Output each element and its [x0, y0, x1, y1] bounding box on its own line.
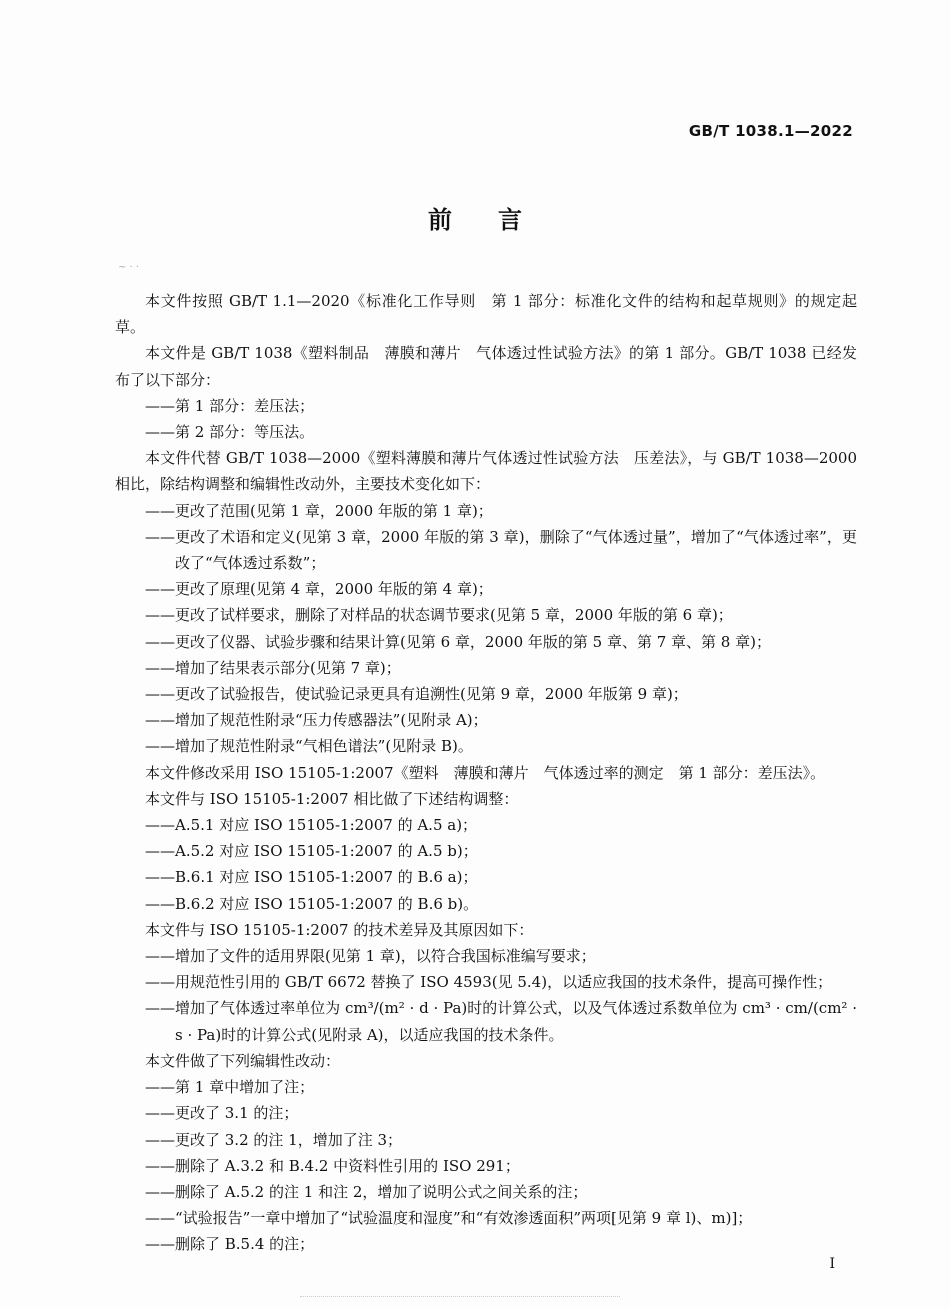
list-item: ——A.5.1 对应 ISO 15105-1:2007 的 A.5 a)；	[145, 816, 478, 835]
standard-number: GB/T 1038.1—2022	[688, 122, 853, 140]
list-item: ——增加了规范性附录“气相色谱法”(见附录 B)。	[145, 737, 473, 756]
list-item: ——A.5.2 对应 ISO 15105-1:2007 的 A.5 b)；	[145, 842, 478, 861]
paragraph: 本文件与 ISO 15105-1:2007 相比做了下述结构调整：	[145, 789, 519, 808]
list-item: ——增加了气体透过率单位为 cm³/(m² · d · Pa)时的计算公式，以及气体透过系数单位为 cm³ · cm/(cm² · s · Pa)时的计算公式(见附录 A)，以适应我国的技术条件。	[145, 999, 857, 1044]
list-item: ——B.6.2 对应 ISO 15105-1:2007 的 B.6 b)。	[145, 894, 479, 913]
list-item: ——更改了仪器、试验步骤和结果计算(见第 6 章，2000 年版的第 5 章、第 7 章、第 8 章)；	[145, 632, 771, 651]
paragraph: 本文件按照 GB/T 1.1—2020《标准化工作导则 第 1 部分：标准化文件的结构和起草规则》的规定起草。	[115, 292, 857, 337]
list-item: ——用规范性引用的 GB/T 6672 替换了 ISO 4593(见 5.4)，以适应我国的技术条件，提高可操作性；	[145, 973, 833, 992]
list-item: ——更改了 3.2 的注 1，增加了注 3；	[145, 1130, 403, 1149]
list-item: ——删除了 A.5.2 的注 1 和注 2，增加了说明公式之间关系的注；	[145, 1182, 588, 1201]
list-item: ——B.6.1 对应 ISO 15105-1:2007 的 B.6 a)；	[145, 868, 478, 887]
page-title: 前言	[428, 206, 568, 234]
scan-edge	[300, 1296, 620, 1303]
list-item: ——第 1 章中增加了注；	[145, 1078, 315, 1097]
list-item: ——“试验报告”一章中增加了“试验温度和湿度”和“有效渗透面积”两项[见第 9 章 l)、m)]；	[145, 1209, 753, 1228]
paragraph: 本文件是 GB/T 1038《塑料制品 薄膜和薄片 气体透过性试验方法》的第 1 部分。GB/T 1038 已经发布了以下部分：	[115, 344, 857, 389]
list-item: ——增加了规范性附录“压力传感器法”(见附录 A)；	[145, 711, 488, 730]
paragraph: 本文件与 ISO 15105-1:2007 的技术差异及其原因如下：	[145, 920, 534, 939]
list-item: ——第 1 部分：差压法；	[145, 396, 315, 415]
paragraph: 本文件做了下列编辑性改动：	[145, 1051, 341, 1070]
paragraph: 本文件代替 GB/T 1038—2000《塑料薄膜和薄片气体透过性试验方法 压差法》，与 GB/T 1038—2000 相比，除结构调整和编辑性改动外，主要技术变化如下：	[115, 449, 857, 494]
list-item: ——更改了范围(见第 1 章，2000 年版的第 1 章)；	[145, 501, 493, 520]
list-item: ——增加了结果表示部分(见第 7 章)；	[145, 658, 401, 677]
paragraph: 本文件修改采用 ISO 15105-1:2007《塑料 薄膜和薄片 气体透过率的测定 第 1 部分：差压法》。	[145, 763, 826, 782]
list-item: ——删除了 B.5.4 的注；	[145, 1235, 315, 1254]
foreword-body	[115, 288, 857, 1258]
list-item: ——更改了术语和定义(见第 3 章，2000 年版的第 3 章)，删除了“气体透过量”，增加了“气体透过率”，更改了“气体透过系数”；	[145, 527, 857, 573]
list-item: ——更改了试验报告，使试验记录更具有追溯性(见第 9 章，2000 年版第 9 章)；	[145, 685, 688, 704]
list-item: ——增加了文件的适用界限(见第 1 章)，以符合我国标准编写要求；	[145, 947, 596, 966]
list-item: ——删除了 A.3.2 和 B.4.2 中资料性引用的 ISO 291；	[145, 1156, 520, 1175]
list-item: ——更改了原理(见第 4 章，2000 年版的第 4 章)；	[145, 580, 493, 599]
list-item: ——第 2 部分：等压法。	[145, 423, 315, 442]
page-number: I	[829, 1256, 835, 1272]
list-item: ——更改了 3.1 的注；	[145, 1104, 299, 1123]
list-item: ——更改了试样要求，删除了对样品的状态调节要求(见第 5 章，2000 年版的第 6 章)；	[145, 606, 733, 625]
scan-smudge: ~ · ·	[118, 262, 140, 273]
